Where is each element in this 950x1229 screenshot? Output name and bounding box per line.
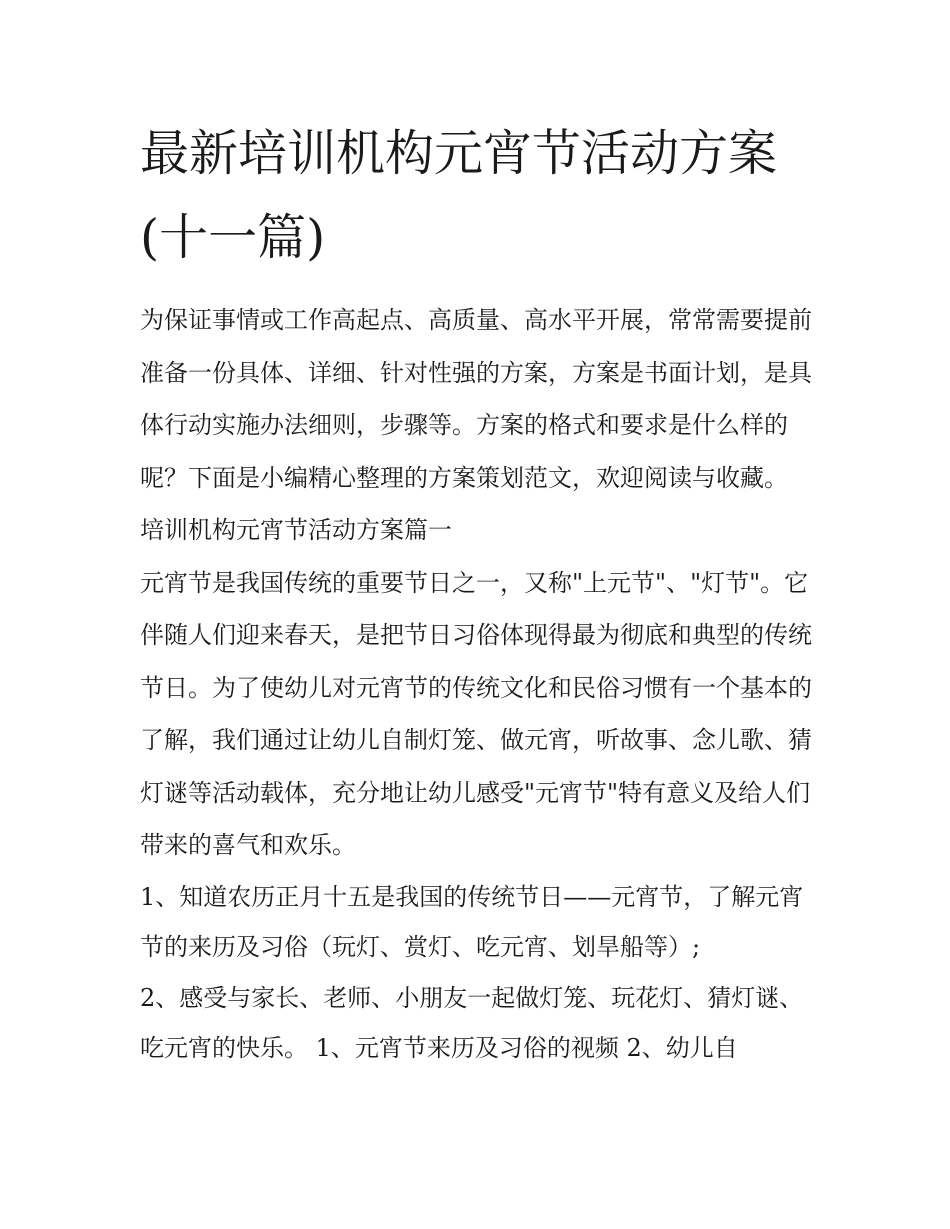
intro-paragraph: 为保证事情或工作高起点、高质量、高水平开展，常常需要提前准备一份具体、详细、针对性强的方案，方案是书面计划，是具体行动实施办法细则，步骤等。方案的格式和要求是什么样的呢？下面是小编精心整理的方案策划范文，欢迎阅读与收藏。 <box>140 306 812 492</box>
document-page <box>140 112 820 1074</box>
list-item-1: 1、知道农历正月十五是我国的传统节日——元宵节，了解元宵节的来历及习俗（玩灯、赏灯、吃元宵、划旱船等）; <box>140 882 804 961</box>
section-heading: 培训机构元宵节活动方案篇一 <box>140 516 452 544</box>
body-paragraph: 元宵节是我国传统的重要节日之一，又称"上元节"、"灯节"。它伴随人们迎来春天，是把节日习俗体现得最为彻底和典型的传统节日。为了使幼儿对元宵节的传统文化和民俗习惯有一个基本的了解，我们通过让幼儿自制灯笼、做元宵，听故事、念儿歌、猜灯谜等活动载体，充分地让幼儿感受"元宵节"特有意义及给人们带来的喜气和欢乐。 <box>140 568 812 859</box>
list-item-2: 2、感受与家长、老师、小朋友一起做灯笼、玩花灯、猜灯谜、吃元宵的快乐。 1、元宵节来历及习俗的视频 2、幼儿自 <box>140 983 804 1062</box>
document-title: 最新培训机构元宵节活动方案(十一篇) <box>140 125 778 266</box>
